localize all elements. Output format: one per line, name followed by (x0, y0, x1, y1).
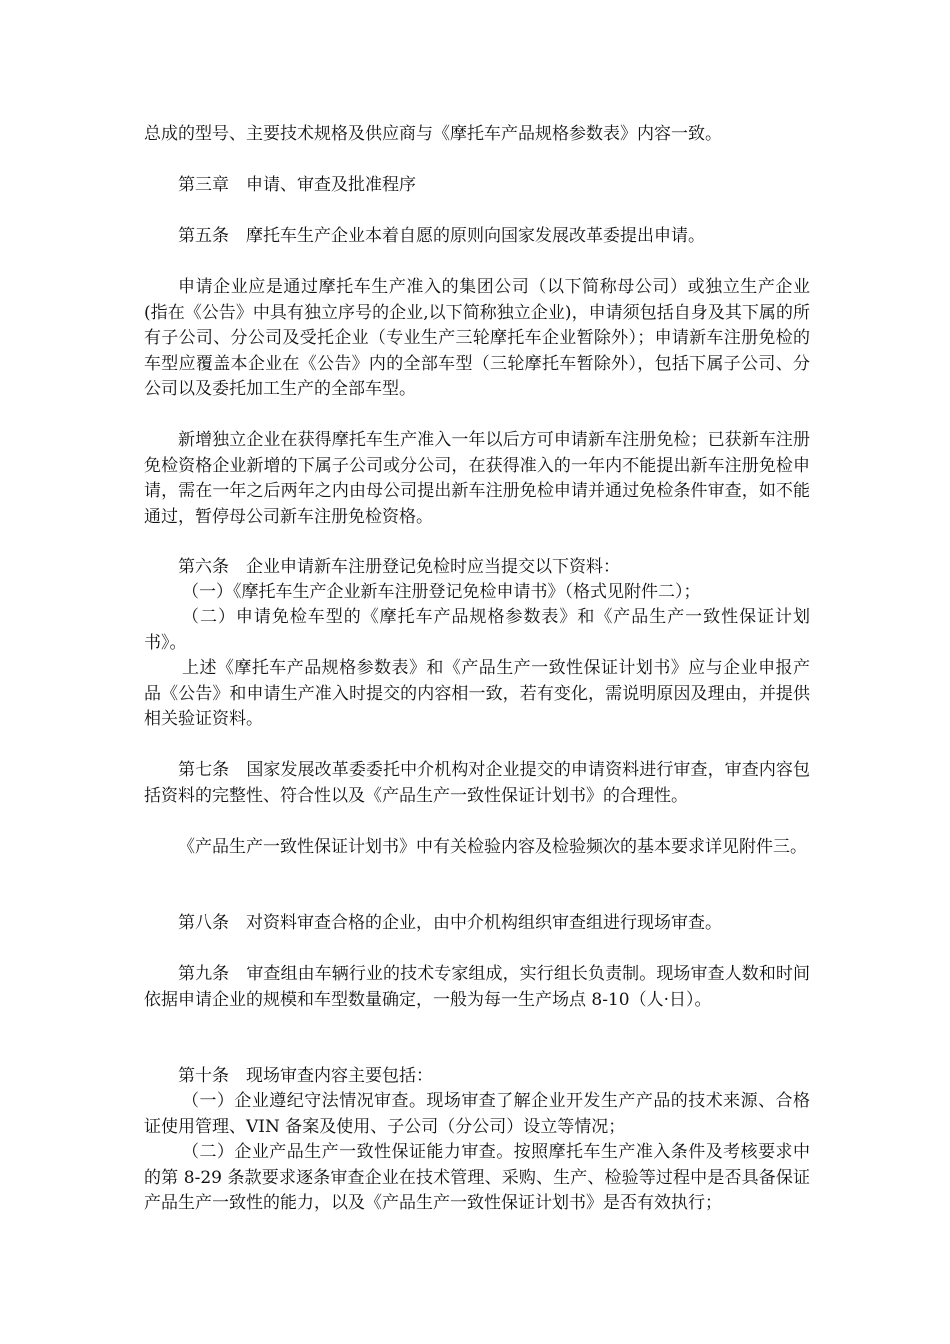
article-6: 第六条 企业申请新车注册登记免检时应当提交以下资料： (178, 557, 620, 577)
article-6-item-1: （一）《摩托车生产企业新车注册登记免检申请书》（格式见附件二）； (182, 582, 701, 602)
article-5: 第五条 摩托车生产企业本着自愿的原则向国家发展改革委提出申请。 (178, 226, 705, 246)
paragraph-new-enterprise: 新增独立企业在获得摩托车生产准入一年以后方可申请新车注册免检；已获新车注册免检资格企业新增的下属子公司或分公司，在获得准入的一年内不能提出新车注册免检申请，需在一年之后两年之内由母公司提出新车注册免检申请并通过免检条件审查，如不能通过，暂停母公司新车注册免检资格。 (144, 430, 810, 527)
article-8: 第八条 对资料审查合格的企业，由中介机构组织审查组进行现场审查。 (178, 913, 722, 933)
paragraph-consistency-note: 上述《摩托车产品规格参数表》和《产品生产一致性保证计划书》应与企业申报产品《公告》和申请生产准入时提交的内容相一致，若有变化，需说明原因及理由，并提供相关验证资料。 (144, 658, 810, 729)
paragraph-applicant-scope: 申请企业应是通过摩托车生产准入的集团公司（以下简称母公司）或独立生产企业(指在《公告》中具有独立序号的企业,以下简称独立企业)，申请须包括自身及其下属的所有子公司、分公司及受托企业（专业生产三轮摩托车企业暂除外）；申请新车注册免检的车型应覆盖本企业在《公告》内的全部车型（三轮摩托车暂除外），包括下属子公司、分公司以及委托加工生产的全部车型。 (144, 277, 810, 399)
article-10: 第十条 现场审查内容主要包括： (178, 1066, 433, 1086)
paragraph-annex-3: 《产品生产一致性保证计划书》中有关检验内容及检验频次的基本要求详见附件三。 (178, 837, 807, 857)
chapter-heading: 第三章 申请、审查及批准程序 (178, 175, 416, 195)
paragraph-spec-consistency: 总成的型号、主要技术规格及供应商与《摩托车产品规格参数表》内容一致。 (144, 124, 722, 144)
article-9: 第九条 审查组由车辆行业的技术专家组成，实行组长负责制。现场审查人数和时间依据申请企业的规模和车型数量确定，一般为每一生产场点 8-10（人·日）。 (144, 964, 810, 1010)
article-10-item-1: （一）企业遵纪守法情况审查。现场审查了解企业开发生产产品的技术来源、合格证使用管理、VIN 备案及使用、子公司（分公司）设立等情况； (144, 1091, 810, 1137)
article-7: 第七条 国家发展改革委委托中介机构对企业提交的申请资料进行审查，审查内容包括资料的完整性、符合性以及《产品生产一致性保证计划书》的合理性。 (144, 760, 810, 806)
article-10-item-2: （二）企业产品生产一致性保证能力审查。按照摩托车生产准入条件及考核要求中的第 8-29 条款要求逐条审查企业在技术管理、采购、生产、检验等过程中是否具备保证产品生产一致性的能力，以及《产品生产一致性保证计划书》是否有效执行； (144, 1142, 810, 1213)
article-6-item-2: （二）申请免检车型的《摩托车产品规格参数表》和《产品生产一致性保证计划书》。 (144, 607, 810, 653)
